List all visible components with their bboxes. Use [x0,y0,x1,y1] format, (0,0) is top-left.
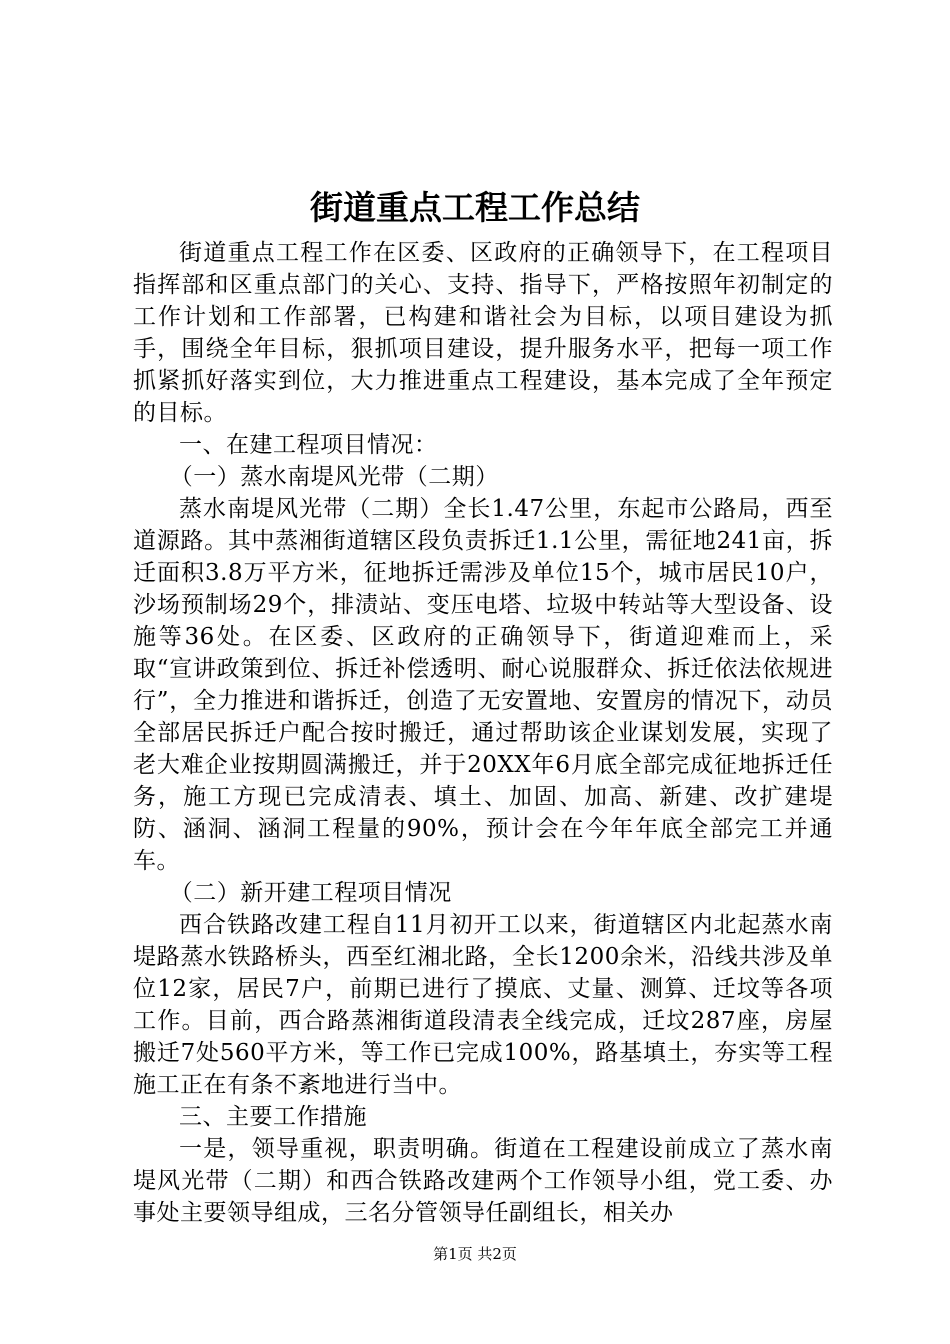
subsection-heading-2: （二）新开建工程项目情况 [169,880,452,906]
page-number-footer: 第1页 共2页 [433,1245,517,1263]
paragraph-project-1: 蒸水南堤风光带（二期）全长1.47公里，东起市公路局，西至道源路。其中蒸湘街道辖区段负责拆迁1.1公里，需征地241亩，拆迁面积3.8万平方米，征地拆迁需涉及单位15个，城市居民10户，沙场预制场29个，排渍站、变压电塔、垃圾中转站等大型设备、设施等36处。在区委、区政府的正确领导下，街道迎难而上，采取“宣讲政策到位、拆迁补偿透明、耐心说服群众、拆迁依法依规进行”，全力推进和谐拆迁，创造了无安置地、安置房的情况下，动员全部居民拆迁户配合按时搬迁，通过帮助该企业谋划发展，实现了老大难企业按期圆满搬迁，并于20XX年6月底全部完成征地拆迁任务，施工方现已完成清表、填土、加固、加高、新建、改扩建堤防、涵洞、涵洞工程量的90%，预计会在今年年底全部完工并通车。 [133,496,833,874]
section-heading-1: 一、在建工程项目情况： [179,432,438,458]
paragraph-measures: 一是，领导重视，职责明确。街道在工程建设前成立了蒸水南堤风光带（二期）和西合铁路改建两个工作领导小组，党工委、办事处主要领导组成，三名分管领导任副组长，相关办 [133,1136,833,1226]
paragraph-intro: 街道重点工程工作在区委、区政府的正确领导下，在工程项目指挥部和区重点部门的关心、支持、指导下，严格按照年初制定的工作计划和工作部署，已构建和谐社会为目标，以项目建设为抓手，围绕全年目标，狠抓项目建设，提升服务水平，把每一项工作抓紧抓好落实到位，大力推进重点工程建设，基本完成了全年预定的目标。 [133,240,833,426]
document-body [133,237,833,1229]
section-heading-3: 三、主要工作措施 [179,1104,367,1130]
subsection-heading-1: （一）蒸水南堤风光带（二期） [169,464,499,490]
document-title: 街道重点工程工作总结 [310,188,640,227]
paragraph-project-2: 西合铁路改建工程自11月初开工以来，街道辖区内北起蒸水南堤路蒸水铁路桥头，西至红湘北路，全长1200余米，沿线共涉及单位12家，居民7户，前期已进行了摸底、丈量、测算、迁坟等各项工作。目前，西合路蒸湘街道段清表全线完成，迁坟287座，房屋搬迁7处560平方米，等工作已完成100%，路基填土，夯实等工程施工正在有条不紊地进行当中。 [133,912,833,1098]
